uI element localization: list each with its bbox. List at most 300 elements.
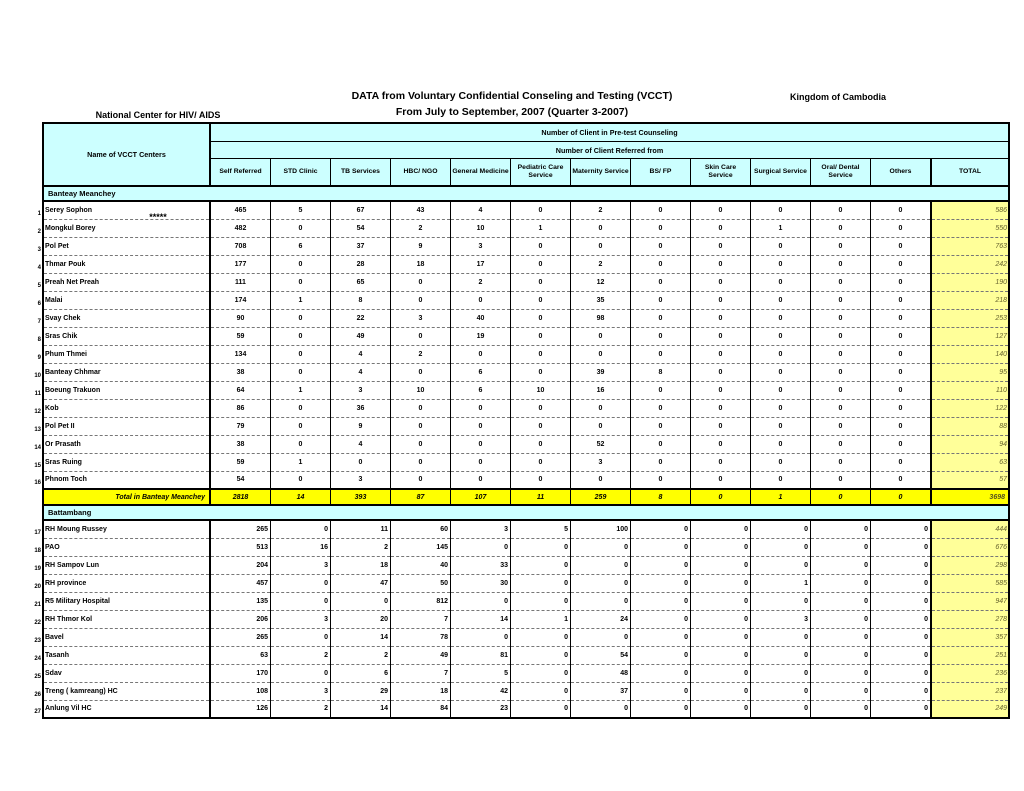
value-cell: 0 [751,291,811,309]
value-cell: 0 [751,646,811,664]
value-cell: 513 [210,538,271,556]
value-cell: 0 [811,520,871,538]
value-cell: 0 [811,201,871,219]
value-cell: 1 [271,291,331,309]
value-cell: 79 [210,417,271,435]
value-cell: 0 [571,345,631,363]
report-title [242,88,782,120]
value-cell: 17 [451,255,511,273]
value-cell: 3 [271,610,331,628]
value-cell: 0 [271,471,331,489]
org-left-line1: National Center for HIV/ AIDS [95,110,221,120]
value-cell: 0 [631,538,691,556]
value-cell: 0 [631,219,691,237]
value-cell: 2 [391,345,451,363]
center-name: Phnom Toch [45,476,87,484]
value-cell: 0 [391,363,451,381]
row-number: 4 [37,264,41,271]
row-total-cell: 63 [931,453,1009,471]
center-name-cell [34,399,210,417]
value-cell: 465 [210,201,271,219]
row-total-cell: 763 [931,237,1009,255]
value-cell: 40 [391,556,451,574]
center-name: Pol Pet II [45,422,75,430]
value-cell: 0 [331,592,391,610]
row-number: 12 [34,408,41,415]
value-cell: 0 [811,399,871,417]
value-cell: 0 [271,255,331,273]
center-name-cell [34,520,210,538]
row-number: 25 [34,673,41,680]
value-cell: 0 [691,273,751,291]
value-cell: 0 [511,592,571,610]
value-cell: 0 [751,417,811,435]
center-name: Boeung Trakuon [45,386,101,394]
table-row [43,538,1009,556]
section-grand-total: 3698 [931,489,1009,505]
value-cell: 0 [511,453,571,471]
value-cell: 3 [451,237,511,255]
row-number: 8 [37,336,41,343]
value-cell: 0 [751,435,811,453]
value-cell: 59 [210,453,271,471]
value-cell: 204 [210,556,271,574]
value-cell: 0 [571,471,631,489]
value-cell: 0 [871,646,932,664]
row-total-cell: 127 [931,327,1009,345]
row-total-cell: 88 [931,417,1009,435]
value-cell: 0 [391,399,451,417]
row-number: 13 [34,426,41,433]
value-cell: 0 [271,399,331,417]
vcct-data-table [34,122,1010,719]
value-cell: 0 [751,345,811,363]
value-cell: 0 [811,574,871,592]
value-cell: 0 [631,646,691,664]
org-left-stars: ***** [149,212,167,222]
value-cell: 48 [571,664,631,682]
value-cell: 0 [271,345,331,363]
value-cell: 0 [631,273,691,291]
row-total-cell: 676 [931,538,1009,556]
value-cell: 177 [210,255,271,273]
section-total-value: 0 [811,489,871,505]
value-cell: 0 [271,435,331,453]
value-cell: 0 [811,309,871,327]
center-name-cell [34,646,210,664]
value-cell: 0 [691,610,751,628]
center-name: Kob [45,404,59,412]
section-total-value: 8 [631,489,691,505]
table-row [43,363,1009,381]
value-cell: 0 [571,538,631,556]
value-cell: 0 [751,700,811,718]
value-cell: 30 [451,574,511,592]
center-name-cell [34,610,210,628]
value-cell: 3 [331,381,391,399]
value-cell: 0 [811,700,871,718]
value-cell: 0 [511,399,571,417]
value-cell: 0 [631,291,691,309]
center-name: Malai [45,296,63,304]
value-cell: 12 [571,273,631,291]
value-cell: 42 [451,682,511,700]
value-cell: 24 [571,610,631,628]
table-row [43,664,1009,682]
row-number: 3 [37,246,41,253]
row-number: 26 [34,691,41,698]
value-cell: 111 [210,273,271,291]
value-cell: 2 [451,273,511,291]
value-cell: 59 [210,327,271,345]
value-cell: 3 [391,309,451,327]
row-total-cell: 586 [931,201,1009,219]
value-cell: 0 [631,664,691,682]
column-header-pediatric-care-service: Pediatric Care Service [511,159,571,187]
value-cell: 0 [751,628,811,646]
table-row [43,628,1009,646]
value-cell: 0 [811,592,871,610]
value-cell: 0 [871,664,932,682]
value-cell: 0 [631,255,691,273]
row-number: 27 [34,709,41,715]
value-cell: 3 [451,520,511,538]
value-cell: 0 [751,538,811,556]
value-cell: 0 [871,309,932,327]
value-cell: 14 [331,700,391,718]
value-cell: 3 [751,610,811,628]
value-cell: 0 [871,574,932,592]
value-cell: 0 [271,574,331,592]
value-cell: 0 [511,574,571,592]
value-cell: 0 [511,255,571,273]
value-cell: 126 [210,700,271,718]
table-row [43,309,1009,327]
value-cell: 0 [271,273,331,291]
row-total-cell: 298 [931,556,1009,574]
value-cell: 0 [691,381,751,399]
value-cell: 5 [451,664,511,682]
value-cell: 0 [751,520,811,538]
section-total-value: 0 [871,489,932,505]
value-cell: 0 [631,201,691,219]
value-cell: 33 [451,556,511,574]
value-cell: 0 [811,345,871,363]
row-total-cell: 122 [931,399,1009,417]
value-cell: 0 [811,610,871,628]
value-cell: 0 [271,628,331,646]
row-total-cell: 251 [931,646,1009,664]
value-cell: 0 [691,363,751,381]
row-total-cell: 95 [931,363,1009,381]
value-cell: 0 [691,453,751,471]
value-cell: 457 [210,574,271,592]
value-cell: 265 [210,628,271,646]
table-row [43,345,1009,363]
row-total-cell: 190 [931,273,1009,291]
value-cell: 0 [811,538,871,556]
row-number: 9 [37,354,41,361]
value-cell: 3 [271,556,331,574]
row-number: 16 [34,480,41,486]
value-cell: 0 [631,399,691,417]
center-name-cell [37,201,210,219]
value-cell: 2 [391,219,451,237]
table-body [34,186,1009,718]
center-name-cell [34,574,210,592]
value-cell: 29 [331,682,391,700]
center-name-cell [37,219,210,237]
value-cell: 47 [331,574,391,592]
value-cell: 0 [571,556,631,574]
value-cell: 3 [331,471,391,489]
row-number: 21 [34,601,41,608]
value-cell: 0 [511,700,571,718]
center-name-cell [34,471,210,489]
section-label: Battambang [43,505,1009,520]
value-cell: 135 [210,592,271,610]
row-total-cell: 947 [931,592,1009,610]
row-number: 7 [37,318,41,325]
center-name-cell [34,363,210,381]
value-cell: 14 [331,628,391,646]
value-cell: 0 [811,273,871,291]
value-cell: 265 [210,520,271,538]
value-cell: 49 [331,327,391,345]
value-cell: 0 [271,520,331,538]
report-title-line2: From July to September, 2007 (Quarter 3-2007) [395,106,629,118]
value-cell: 65 [331,273,391,291]
value-cell: 0 [751,453,811,471]
value-cell: 1 [271,381,331,399]
row-total-cell: 585 [931,574,1009,592]
value-cell: 0 [811,435,871,453]
value-cell: 9 [391,237,451,255]
value-cell: 6 [451,381,511,399]
value-cell: 8 [631,363,691,381]
value-cell: 108 [210,682,271,700]
center-name-cell [34,453,210,471]
value-cell: 0 [451,417,511,435]
value-cell: 0 [571,417,631,435]
section-row [43,186,1009,201]
value-cell: 0 [691,435,751,453]
column-header-hbc-ngo: HBC/ NGO [391,159,451,187]
value-cell: 39 [571,363,631,381]
value-cell: 0 [691,309,751,327]
value-cell: 0 [391,471,451,489]
center-name-cell [37,273,210,291]
value-cell: 0 [571,399,631,417]
value-cell: 0 [811,291,871,309]
value-cell: 2 [271,646,331,664]
value-cell: 6 [271,237,331,255]
value-cell: 0 [631,520,691,538]
value-cell: 0 [691,592,751,610]
value-cell: 18 [391,255,451,273]
value-cell: 0 [871,610,932,628]
section-total-value: 11 [511,489,571,505]
value-cell: 1 [751,219,811,237]
value-cell: 0 [631,381,691,399]
value-cell: 0 [871,381,932,399]
value-cell: 0 [811,255,871,273]
section-total-value: 259 [571,489,631,505]
row-total-cell: 110 [931,381,1009,399]
value-cell: 36 [331,399,391,417]
center-name-cell [34,664,210,682]
value-cell: 0 [871,592,932,610]
row-number: 20 [34,583,41,590]
table-row [43,291,1009,309]
value-cell: 54 [571,646,631,664]
value-cell: 0 [511,682,571,700]
value-cell: 0 [751,363,811,381]
row-number: 22 [34,619,41,626]
value-cell: 0 [511,435,571,453]
row-total-cell: 253 [931,309,1009,327]
value-cell: 1 [271,453,331,471]
value-cell: 0 [811,381,871,399]
value-cell: 0 [451,592,511,610]
section-total-row [43,489,1009,505]
value-cell: 37 [331,237,391,255]
center-name-cell [34,417,210,435]
value-cell: 0 [691,201,751,219]
table-row [43,417,1009,435]
value-cell: 0 [691,399,751,417]
row-number: 17 [34,529,41,536]
table-row [43,646,1009,664]
value-cell: 0 [391,435,451,453]
row-number: 6 [37,300,41,307]
value-cell: 482 [210,219,271,237]
table-row [43,399,1009,417]
column-header-general-medicine: General Medicine [451,159,511,187]
value-cell: 0 [511,538,571,556]
table-row [43,237,1009,255]
center-name-cell [37,291,210,309]
value-cell: 10 [391,381,451,399]
center-name-cell [34,682,210,700]
value-cell: 0 [631,592,691,610]
column-header-self-referred: Self Referred [210,159,271,187]
center-name: RH Moung Russey [45,525,107,533]
table-row [43,471,1009,489]
center-name: Pol Pet [45,242,69,250]
value-cell: 0 [511,237,571,255]
value-cell: 0 [391,453,451,471]
section-total-value: 14 [271,489,331,505]
value-cell: 0 [811,453,871,471]
row-number: 2 [37,228,41,235]
value-cell: 0 [811,556,871,574]
value-cell: 0 [691,628,751,646]
value-cell: 0 [511,471,571,489]
value-cell: 22 [331,309,391,327]
value-cell: 0 [631,309,691,327]
center-name: PAO [45,543,60,551]
row-total-cell: 550 [931,219,1009,237]
value-cell: 90 [210,309,271,327]
value-cell: 0 [691,520,751,538]
value-cell: 3 [271,682,331,700]
row-number: 15 [34,462,41,469]
table-row [43,574,1009,592]
column-header-maternity-service: Maternity Service [571,159,631,187]
value-cell: 0 [691,664,751,682]
value-cell: 0 [631,435,691,453]
table-row [43,520,1009,538]
value-cell: 708 [210,237,271,255]
value-cell: 2 [571,201,631,219]
value-cell: 0 [751,237,811,255]
value-cell: 0 [871,363,932,381]
value-cell: 18 [331,556,391,574]
value-cell: 81 [451,646,511,664]
value-cell: 0 [631,345,691,363]
section-total-value: 1 [751,489,811,505]
value-cell: 14 [451,610,511,628]
value-cell: 37 [571,682,631,700]
column-header-std-clinic: STD Clinic [271,159,331,187]
value-cell: 0 [691,345,751,363]
value-cell: 206 [210,610,271,628]
value-cell: 4 [331,363,391,381]
value-cell: 50 [391,574,451,592]
value-cell: 0 [871,345,932,363]
value-cell: 0 [631,574,691,592]
section-total-value: 393 [331,489,391,505]
table-row [43,453,1009,471]
center-name-cell [34,435,210,453]
value-cell: 86 [210,399,271,417]
table-row [43,435,1009,453]
value-cell: 0 [691,237,751,255]
value-cell: 78 [391,628,451,646]
value-cell: 170 [210,664,271,682]
row-total-cell: 278 [931,610,1009,628]
value-cell: 0 [631,453,691,471]
value-cell: 0 [691,255,751,273]
value-cell: 0 [811,219,871,237]
center-name: Treng ( kamreang) HC [45,687,118,695]
value-cell: 0 [871,201,932,219]
value-cell: 49 [391,646,451,664]
value-cell: 4 [331,345,391,363]
center-name: Serey Sophon [45,206,93,214]
value-cell: 0 [691,417,751,435]
value-cell: 0 [391,417,451,435]
value-cell: 0 [271,219,331,237]
value-cell: 10 [451,219,511,237]
value-cell: 0 [871,399,932,417]
value-cell: 0 [811,628,871,646]
value-cell: 0 [451,628,511,646]
value-cell: 2 [571,255,631,273]
row-number: 10 [34,372,41,379]
center-name: RH Sampov Lun [45,561,100,569]
value-cell: 0 [871,471,932,489]
value-cell: 98 [571,309,631,327]
value-cell: 0 [451,291,511,309]
table-row [43,610,1009,628]
value-cell: 0 [631,682,691,700]
value-cell: 0 [751,381,811,399]
value-cell: 0 [691,471,751,489]
center-name: Sras Chik [45,332,78,340]
center-name-cell [34,592,210,610]
